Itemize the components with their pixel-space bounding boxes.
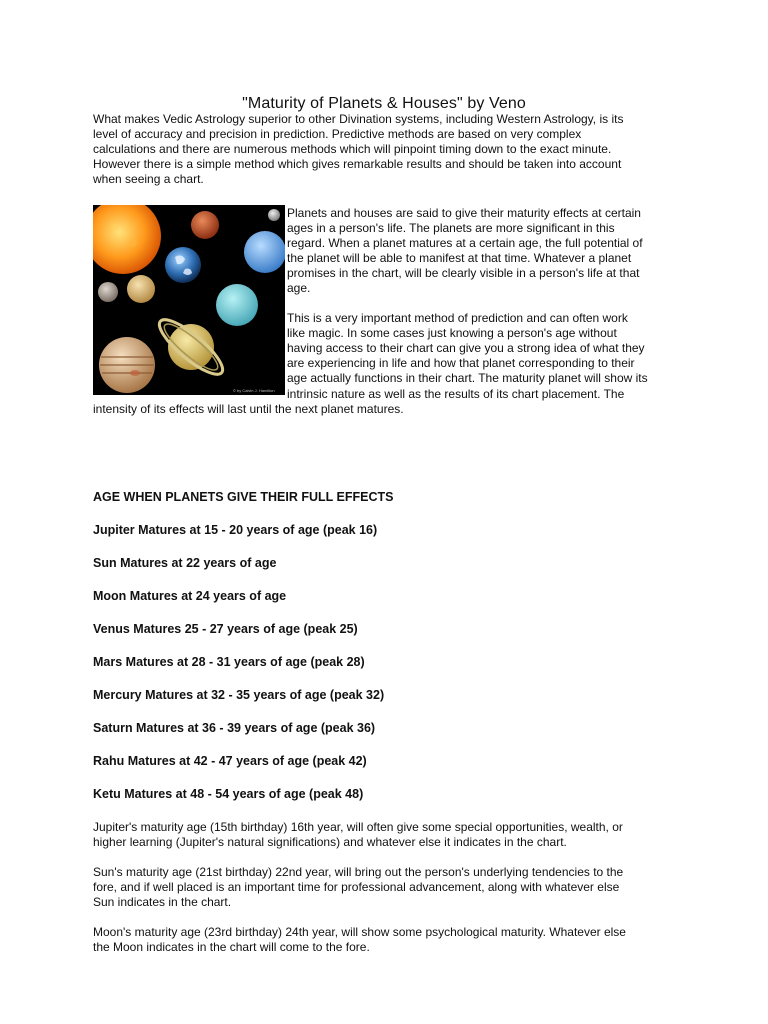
text-line: age. [287, 281, 311, 295]
list-item: Ketu Matures at 48 - 54 years of age (peak 48) [93, 787, 364, 801]
intro-line: when seeing a chart. [93, 172, 204, 186]
text-line: the Moon indicates in the chart will come to the fore. [93, 940, 370, 954]
list-item: Sun Matures at 22 years of age [93, 556, 277, 570]
earth-icon [165, 247, 201, 283]
intro-paragraph [93, 112, 683, 187]
list-item: Saturn Matures at 36 - 39 years of age (peak 36) [93, 721, 376, 735]
maturity-paragraph-2 [287, 311, 682, 386]
text-line: regard. When a planet matures at a certain age, the full potential of [287, 236, 643, 250]
intro-line: What makes Vedic Astrology superior to other Divination systems, including Western Astrology, is its [93, 112, 624, 126]
section-heading: AGE WHEN PLANETS GIVE THEIR FULL EFFECTS [93, 490, 394, 504]
text-line: Moon's maturity age (23rd birthday) 24th year, will show some psychological maturity. Whatever else [93, 925, 626, 939]
text-line: This is a very important method of prediction and can often work [287, 311, 628, 325]
text-line: promises in the chart, will be clearly visible in a person's life at that [287, 266, 640, 280]
list-item: Mars Matures at 28 - 31 years of age (peak 28) [93, 655, 365, 669]
text-line: the planet will be able to manifest at that time. Whatever a planet [287, 251, 632, 265]
moon-note [93, 925, 683, 955]
list-item: Jupiter Matures at 15 - 20 years of age (peak 16) [93, 523, 378, 537]
pluto-icon [268, 209, 280, 221]
maturity-paragraph-2-continued [93, 387, 683, 417]
text-line: intrinsic nature as well as the results of its chart placement. The [287, 387, 625, 401]
text-line: Jupiter's maturity age (15th birthday) 16th year, will often give some special opportunities, wealth, or [93, 820, 623, 834]
maturity-list [93, 523, 683, 820]
list-item: Rahu Matures at 42 - 47 years of age (peak 42) [93, 754, 367, 768]
mercury-icon [98, 282, 118, 302]
text-line: age actually functions in their chart. The maturity planet will show its [287, 371, 648, 385]
neptune-icon [244, 231, 285, 273]
intro-line: However there is a simple method which gives remarkable results and should be taken into account [93, 157, 622, 171]
mars-icon [191, 211, 219, 239]
jupiter-icon [99, 337, 155, 393]
text-line: fore, and if well placed is an important time for professional advancement, along with whatever else [93, 880, 620, 894]
page-title: "Maturity of Planets & Houses" by Veno [242, 95, 526, 112]
text-line: Planets and houses are said to give their maturity effects at certain [287, 206, 641, 220]
text-line: are experiencing in life and how that planet corresponding to their [287, 356, 635, 370]
planet-notes [93, 820, 683, 970]
intro-line: level of accuracy and precision in prediction. Predictive methods are based on very complex [93, 127, 582, 141]
list-item: Moon Matures at 24 years of age [93, 589, 287, 603]
uranus-icon [216, 284, 258, 326]
maturity-paragraph-1 [287, 206, 682, 296]
text-line: Sun's maturity age (21st birthday) 22nd year, will bring out the person's underlying tendencies to the [93, 865, 624, 879]
solar-system-image [93, 205, 285, 395]
text-line: ages in a person's life. The planets are more significant in this [287, 221, 615, 235]
maturity-description [287, 206, 682, 401]
list-item: Mercury Matures at 32 - 35 years of age (peak 32) [93, 688, 385, 702]
list-item: Venus Matures 25 - 27 years of age (peak 25) [93, 622, 358, 636]
text-line: higher learning (Jupiter's natural significations) and whatever else it indicates in the chart. [93, 835, 567, 849]
text-line: having access to their chart can give you a strong idea of what they [287, 341, 645, 355]
jupiter-note [93, 820, 683, 850]
text-line: Sun indicates in the chart. [93, 895, 232, 909]
image-credit: © by Calvin J. Hamilton [233, 388, 275, 393]
text-line: intensity of its effects will last until the next planet matures. [93, 402, 404, 416]
text-line: like magic. In some cases just knowing a person's age without [287, 326, 617, 340]
intro-line: calculations and there are numerous methods which will pinpoint timing down to the exact minute. [93, 142, 612, 156]
sun-note [93, 865, 683, 910]
venus-icon [127, 275, 155, 303]
